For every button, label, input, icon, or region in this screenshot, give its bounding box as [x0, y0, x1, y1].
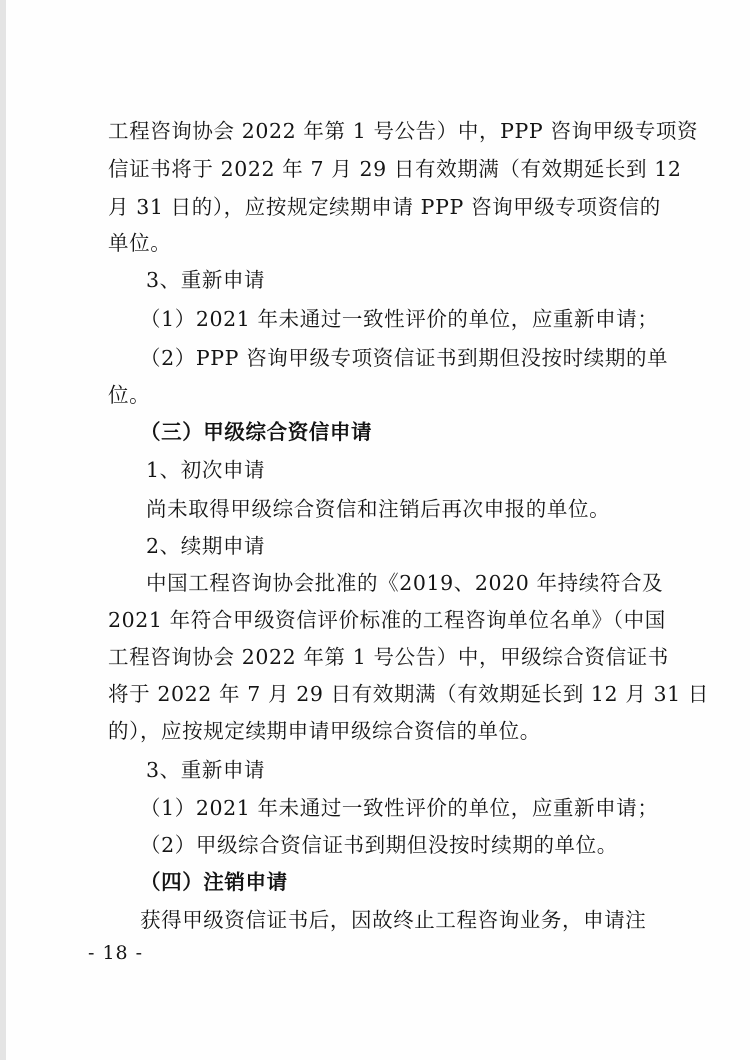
body-line-22: 获得甲级资信证书后，因故终止工程咨询业务，申请注: [140, 908, 647, 932]
body-line-11: 尚未取得甲级综合资信和注销后再次申报的单位。: [146, 497, 611, 521]
scan-edge: [0, 0, 6, 1060]
body-line-7: （2）PPP 咨询甲级专项资信证书到期但没按时续期的单: [140, 346, 669, 370]
section-heading-comprehensive: （三）甲级综合资信申请: [140, 420, 373, 444]
body-line-2: 信证书将于 2022 年 7 月 29 日有效期满（有效期延长到 12: [108, 157, 682, 181]
body-line-4: 单位。: [108, 231, 172, 255]
subsection-heading-renewal: 2、续期申请: [146, 534, 266, 558]
page-number: - 18 -: [88, 942, 144, 964]
body-line-6: （1）2021 年未通过一致性评价的单位，应重新申请；: [140, 307, 659, 331]
body-line-13: 中国工程咨询协会批准的《2019、2020 年持续符合及: [146, 571, 664, 595]
body-line-19: （1）2021 年未通过一致性评价的单位，应重新申请；: [140, 796, 659, 820]
body-line-1: 工程咨询协会 2022 年第 1 号公告）中，PPP 咨询甲级专项资: [108, 119, 699, 143]
subsection-heading-initial: 1、初次申请: [146, 458, 266, 482]
section-heading-cancellation: （四）注销申请: [140, 870, 288, 894]
body-line-16: 将于 2022 年 7 月 29 日有效期满（有效期延长到 12 月 31 日: [108, 682, 710, 706]
body-line-15: 工程咨询协会 2022 年第 1 号公告）中，甲级综合资信证书: [108, 645, 669, 669]
body-line-3: 月 31 日的），应按规定续期申请 PPP 咨询甲级专项资信的: [108, 195, 661, 219]
body-line-14: 2021 年符合甲级资信评价标准的工程咨询单位名单》（中国: [108, 608, 666, 632]
body-line-8: 位。: [108, 383, 151, 407]
body-line-20: （2）甲级综合资信证书到期但没按时续期的单位。: [140, 833, 618, 857]
section-heading-renew-ppp: 3、重新申请: [146, 268, 266, 292]
body-line-17: 的），应按规定续期申请甲级综合资信的单位。: [108, 719, 541, 743]
subsection-heading-reapply: 3、重新申请: [146, 758, 266, 782]
